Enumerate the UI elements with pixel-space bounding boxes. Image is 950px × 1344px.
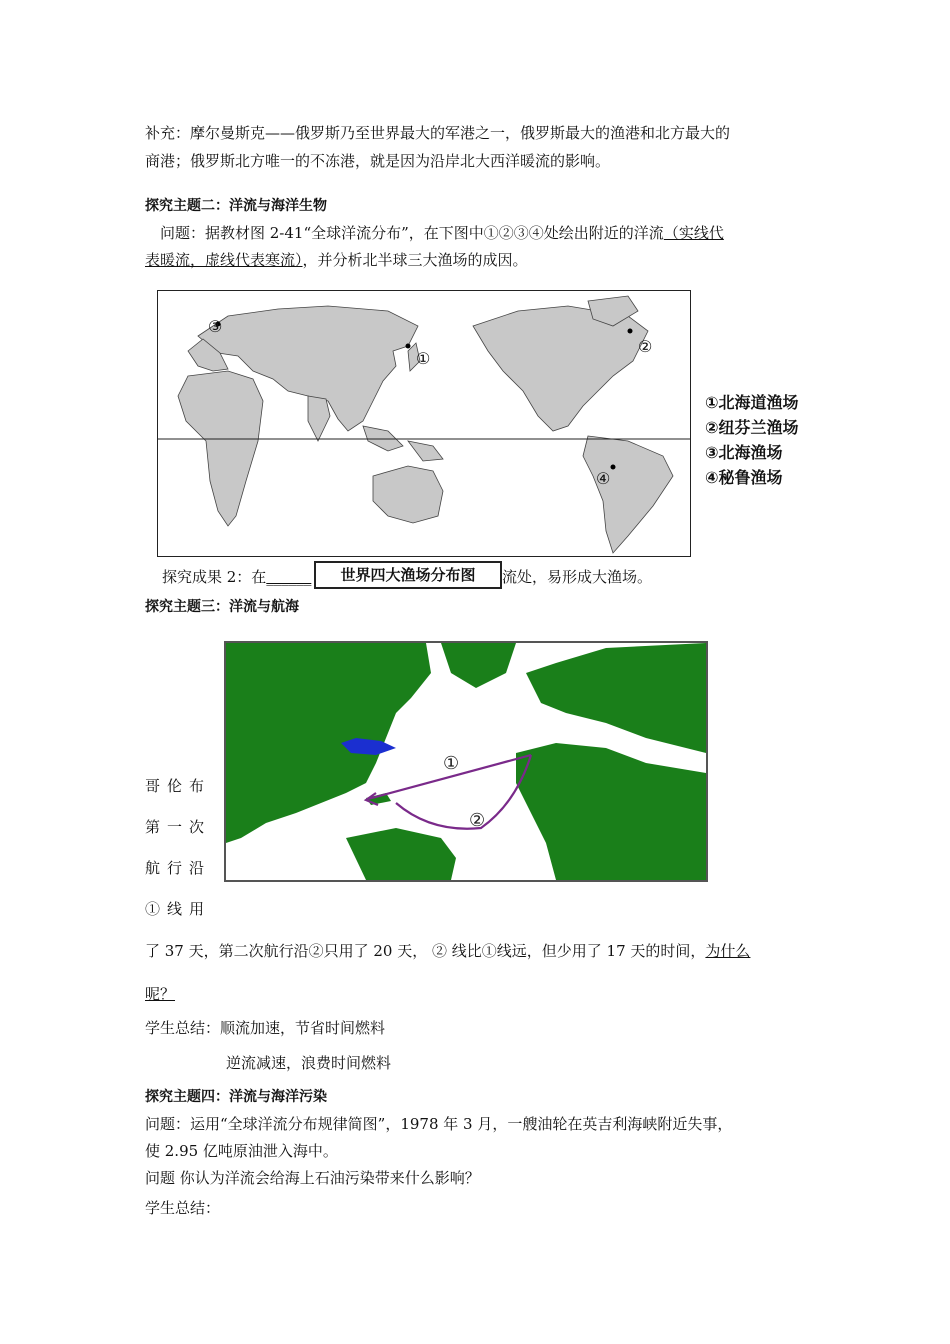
- topic2-question-line-2: [145, 249, 528, 271]
- topic3-paragraph: [145, 940, 750, 962]
- result-line: [162, 566, 311, 588]
- paragraph-underlined: 为什么: [705, 942, 751, 960]
- topic4-summary: 学生总结：: [145, 1199, 221, 1217]
- topic4-question-2: 问题 你认为洋流会给海上石油污染带来什么影响？: [145, 1169, 480, 1187]
- result-blank: ______: [266, 568, 312, 586]
- hokkaido-dot: [406, 344, 411, 349]
- newfoundland-dot: [628, 329, 633, 334]
- legend-item-4: ④秘鲁渔场: [705, 468, 783, 487]
- side-text-4: ①线用: [145, 900, 212, 918]
- route-2: [396, 755, 531, 829]
- topic2-heading: 探究主题二：洋流与海洋生物: [145, 198, 327, 214]
- atlantic-voyage-map: [224, 641, 708, 882]
- topic3-heading: 探究主题三：洋流与航海: [145, 599, 299, 615]
- legend-item-3: ③北海渔场: [705, 443, 783, 462]
- paragraph-text: 了 37 天，第二次航行沿②只用了 20 天， ② 线比①线远，但少用了 17 天的时间，: [145, 942, 706, 960]
- legend-item-1: ①北海道渔场: [705, 393, 799, 412]
- peru-dot: [611, 465, 616, 470]
- question-text: 问题：据教材图 2-41“全球洋流分布”，在下图中①②③④处绘出附近的洋流: [160, 224, 664, 242]
- side-text-2: 第一次: [145, 818, 212, 836]
- world-map-drawing: [158, 291, 691, 557]
- topic4-heading: 探究主题四：洋流与海洋污染: [145, 1089, 327, 1105]
- topic3-paragraph-line-2: 呢？: [145, 985, 176, 1003]
- marker-4: ④: [596, 469, 611, 488]
- topic4-question-1-line-1: 问题：运用“全球洋流分布规律简图”，1978 年 3 月，一艘油轮在英吉利海峡附近失事，: [145, 1115, 733, 1133]
- supplement-line-2: 商港；俄罗斯北方唯一的不冻港，就是因为沿岸北大西洋暖流的影响。: [145, 152, 611, 170]
- side-text-1: 哥伦布: [145, 777, 212, 795]
- question-underlined: 表暖流，虚线代表寒流）: [145, 251, 303, 269]
- result-post: 流处，易形成大渔场。: [502, 568, 653, 586]
- topic3-summary-1: 学生总结：顺流加速，节省时间燃料: [145, 1019, 386, 1037]
- result-pre: 探究成果 2：在: [162, 568, 267, 586]
- side-text-3: 航行沿: [145, 859, 212, 877]
- fishery-legend: [705, 390, 799, 490]
- topic2-question-line-1: [160, 222, 724, 244]
- marker-3: ③: [208, 317, 223, 336]
- question-text: ，并分析北半球三大渔场的成因。: [302, 251, 528, 269]
- supplement-line-1: 补充：摩尔曼斯克——俄罗斯乃至世界最大的军港之一，俄罗斯最大的渔港和北方最大的: [145, 124, 731, 142]
- world-fisheries-map: [157, 290, 691, 557]
- route-label-1: ①: [443, 753, 460, 774]
- atlantic-map-drawing: [226, 643, 706, 880]
- topic3-summary-2: 逆流减速，浪费时间燃料: [226, 1054, 392, 1072]
- map-caption: 世界四大渔场分布图: [314, 561, 502, 589]
- question-underlined: （实线代: [663, 224, 724, 242]
- route-label-2: ②: [469, 810, 486, 831]
- legend-item-2: ②纽芬兰渔场: [705, 418, 799, 437]
- marker-2: ②: [638, 337, 653, 356]
- marker-1: ①: [416, 349, 431, 368]
- topic4-question-1-line-2: 使 2.95 亿吨原油泄入海中。: [145, 1142, 338, 1160]
